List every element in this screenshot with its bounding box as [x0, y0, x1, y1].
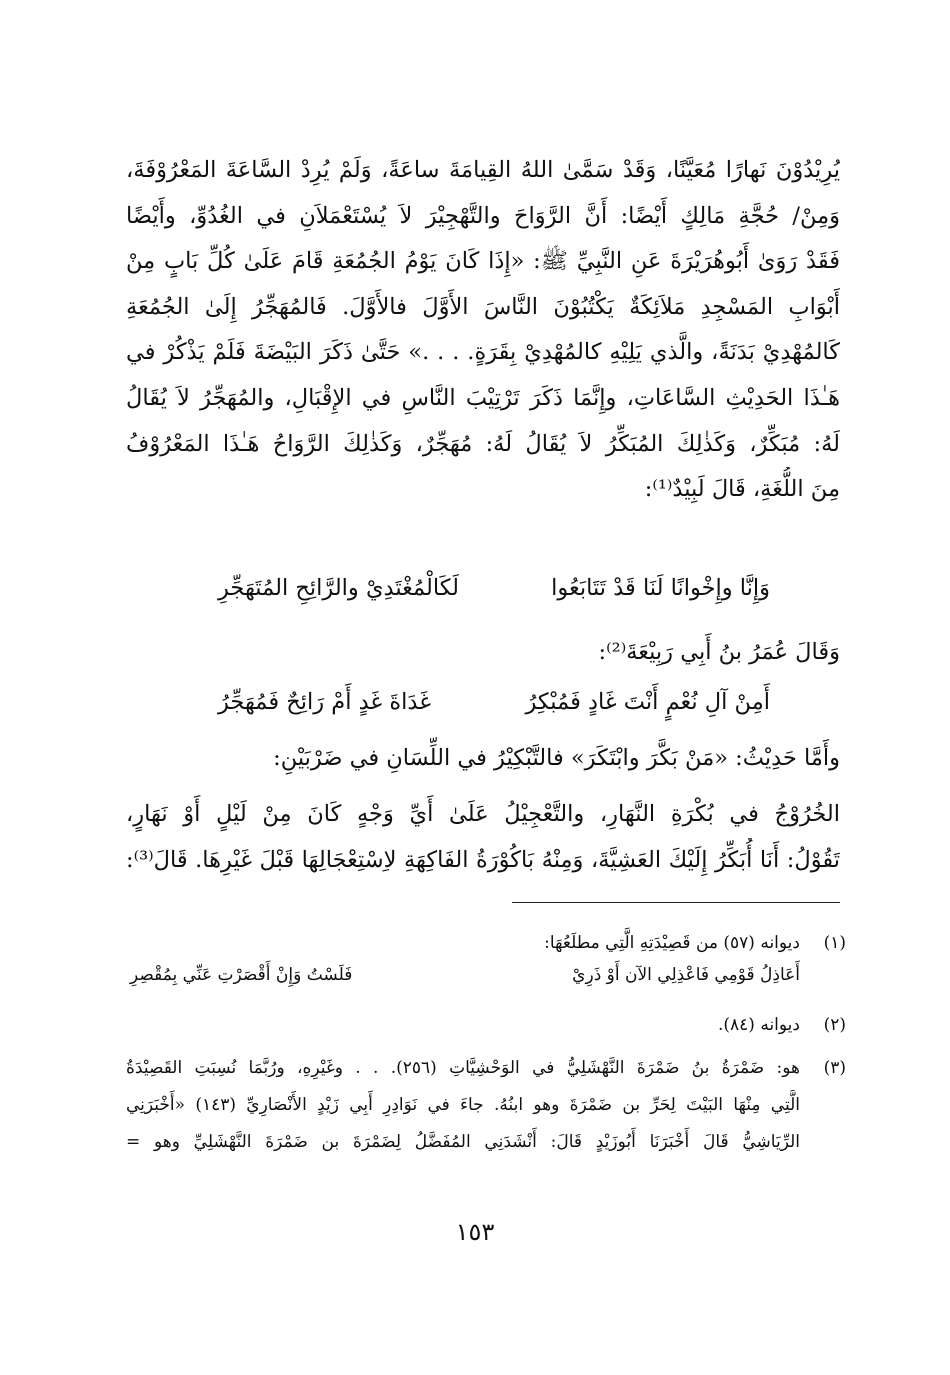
text-line: كَالمُهْدِيْ بَدَنَةً، والَّذي يَلِيْهِ كالمُهْدِيْ بِقَرَةٍ. . . .» حَتَّىٰ ذَكَرَ البَيْضَةَ فَلَمْ يَذْكُرْ في [126, 339, 840, 366]
footnote-separator [512, 902, 840, 903]
page-number: ١٥٣ [455, 1218, 495, 1246]
footnote-number: (٢) [823, 1015, 846, 1035]
text-line: الخُرُوْجُ في بُكْرَةِ النَّهَارِ، والتَّعْجِيْلُ عَلَىٰ أَيِّ وَجْهٍ كَانَ مِنْ لَيْلٍ أَوْ نَهَارٍ، [126, 801, 840, 827]
text-line: يُرِيْدُوْنَ نَهارًا مُعَيَّنًا، وَقَدْ سَمَّىٰ اللهُ القِيامَةَ ساعَةً، وَلَمْ يُرِدْ السَّاعَةَ المَعْرُوْفَةَ، [126, 157, 840, 183]
text-line: مِنَ اللُّغَةِ، قَالَ لَبِيْدٌ⁽¹⁾: [644, 476, 840, 503]
text-line: تَقُوْلُ: أَنَا أُبَكِّرُ إِلَيْكَ العَشِيَّةَ، وَمِنْهُ بَاكُوْرَةُ الفَاكِهَةِ لاِسْتِعْجَالِهَا قَبْلَ غَيْرِهَا. قَالَ⁽³⁾: [126, 846, 840, 873]
text-line: لَهُ: مُبَكِّرٌ، وَكَذٰلِكَ المُبَكِّرُ لاَ يُقَالُ لَهُ: مُهَجِّرٌ، وَكَذٰلِكَ الرَّوَاحُ هَـٰذَا المَعْرُوْفُ [126, 430, 840, 457]
text-line: فَقَدْ رَوَىٰ أَبُوهُرَيْرَةَ عَنِ النَّبِيِّ ﷺ: «إِذَا كَانَ يَوْمُ الجُمُعَةِ قَامَ عَلَىٰ كُلِّ بَابٍ مِنْ [126, 248, 840, 275]
footnote-text-line: هو: ضَمْرَةُ بنُ ضَمْرَةَ النَّهْشَلِيُّ في الوَحْشِيَّاتِ (٢٥٦). . . وغَيْرِهِ، ورُبَّمَا نُسِبَتِ القَصِيْدَةُ [126, 1058, 800, 1078]
footnote-number: (١) [823, 933, 846, 953]
footnote-number: (٣) [823, 1058, 846, 1078]
text-line: أَبْوَابِ المَسْجِدِ مَلاَئِكَةٌ يَكْتُبُوْنَ النَّاسَ الأَوَّلَ فالأَوَّلَ. فَالمُهَجِّرُ إِلَىٰ الجُمُعَةِ [126, 293, 840, 320]
text-line: وَمِنْ/ حُجَّةِ مَالِكٍ أَيْضًا: أَنَّ الرَّوَاحَ والتَّهْجِيْرَ لاَ يُسْتَعْمَلاَنِ في الغُدُوِّ، وأَيْضًا [126, 202, 840, 229]
verse-first-hemistich: أَمِنْ آلِ نُعْمٍ أَنْتَ غَادٍ فَمُبْكِرُ [525, 689, 770, 715]
footnote-verse-first: أَعَاذِلُ قَوْمِي فَاعْذِلِي الآن أَوْ ذَرِيْ [572, 965, 800, 985]
main-text-block [126, 148, 840, 513]
footnote-text-line: الَّتِي مِنْهَا البَيْتَ لِحَرِّ بن ضَمْرَةَ وهو ابنُهُ. جاءَ في نَوَادِرِ أَبِي زَيْدٍ الأَنْصَارِيِّ (١٤٣) «أَخْبَرَنِي [126, 1095, 800, 1115]
verse-first-hemistich: وَإِنَّا وإِخْوانًا لَنَا قَدْ تَتَابَعُوا [551, 575, 770, 601]
hadith-line: وأَمَّا حَدِيْثُ: «مَنْ بَكَّرَ وابْتَكَرَ» فالتَّبْكِيْرُ في اللِّسَانِ في ضَرْبَيْنِ: [273, 745, 840, 771]
verse-second-hemistich: لَكَالْمُغْتَدِيْ والرَّائِحِ المُتَهَجِّرِ [218, 575, 460, 601]
text-line: هَـٰذَا الحَدِيْثِ السَّاعَاتِ، وإِنَّمَا ذَكَرَ تَرْتِيْبَ النَّاسِ في الإِقْبَالِ، والمُهَجِّرُ لاَ يُقَالُ [126, 384, 840, 411]
footnote-text: ديوانه (٨٤). [717, 1015, 800, 1035]
footnote-text: ديوانه (٥٧) من قَصِيْدَتِهِ الَّتِي مطلَعُهَا: [544, 933, 800, 953]
verse-second-hemistich: غَدَاةَ غَدٍ أَمْ رَائِحٌ فَمُهَجِّرُ [218, 689, 431, 715]
footnote-text-line: الرِّيَاشِيُّ قَالَ أَخْبَرَنَا أَبُوزَيْدٍ قَالَ: أَنْشَدَنِي المُفَضَّلُ لِضَمْرَةَ بن ضَمْرَةَ النَّهْشَلِيِّ وهو = [126, 1132, 800, 1152]
footnote-verse-second: فَلَسْتُ وَإِنْ أَقْصَرْتِ عَنِّي بِمُقْصِرِ [130, 965, 353, 985]
verse-line-umar [200, 680, 770, 724]
verse-line-labid [200, 566, 770, 610]
poet-intro-line: وَقَالَ عُمَرُ بنُ أَبِي رَبِيْعَةَ⁽²⁾: [598, 639, 840, 665]
tail-text-block [126, 792, 840, 883]
